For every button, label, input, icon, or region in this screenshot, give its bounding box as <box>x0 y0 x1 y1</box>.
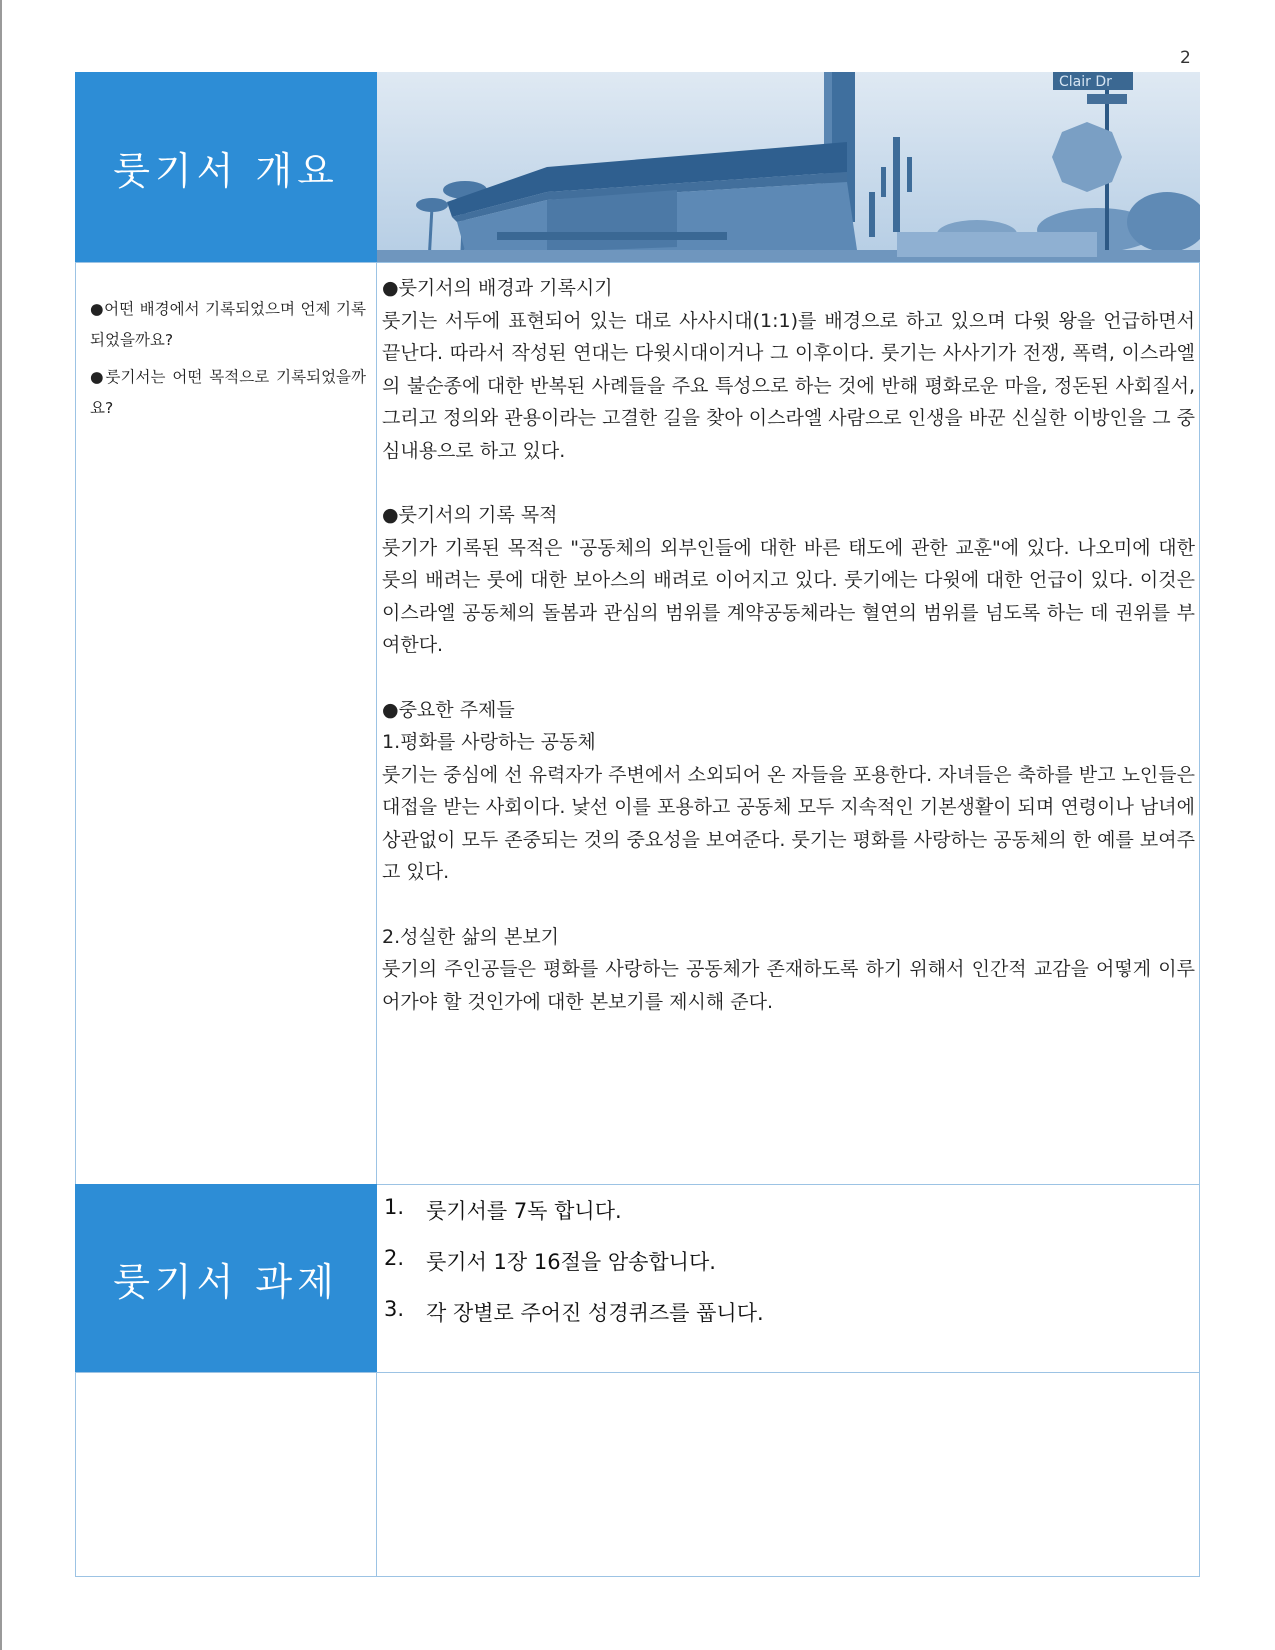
assignment-list <box>384 1195 1184 1348</box>
section-background <box>382 272 1195 467</box>
task-number: 2. <box>384 1246 405 1270</box>
task-number: 1. <box>384 1195 405 1219</box>
church-photo <box>377 72 1200 262</box>
task-item <box>384 1246 1184 1297</box>
task-text: 룻기서 1장 16절을 암송합니다. <box>426 1250 716 1274</box>
theme2-text: 룻기의 주인공들은 평화를 사랑하는 공동체가 존재하도록 하기 위해서 인간적 교감을 어떻게 이루어가야 할 것인가에 대한 본보기를 제시해 준다. <box>382 958 1195 1013</box>
overview-title-box <box>75 72 377 262</box>
task-number: 3. <box>384 1297 405 1321</box>
section-themes <box>382 694 1195 889</box>
question-purpose: ●룻기서는 어떤 목적으로 기록되었을까요? <box>90 368 366 417</box>
task-text: 룻기서를 7독 합니다. <box>426 1199 622 1223</box>
page-edge <box>0 0 2 1650</box>
theme1-title: 1.평화를 사랑하는 공동체 <box>382 731 596 753</box>
assignment-title-box <box>75 1184 377 1372</box>
overview-content <box>382 272 1195 1050</box>
background-text: 룻기는 서두에 표현되어 있는 대로 사사시대(1:1)를 배경으로 하고 있으며 다윗 왕을 언급하면서 끝난다. 따라서 작성된 연대는 다윗시대이거나 그 이후이다. 룻기는 사사기가 전쟁, 폭력, 이스라엘의 불순종에 대한 반복된 사례들을 주요 특성으로 하는 것에 반해 평화로운 마을, 정돈된 사회질서, 그리고 정의와 관용이라는 고결한 길을 찾아 이스라엘 사람으로 인생을 바꾼 신실한 이방인을 그 중심내용으로 하고 있다. <box>382 309 1195 462</box>
row-divider-3 <box>75 1372 1200 1373</box>
task-item <box>384 1297 1184 1348</box>
row-divider-1 <box>75 262 1200 263</box>
theme1-text: 룻기는 중심에 선 유력자가 주변에서 소외되어 온 자들을 포용한다. 자녀들은 축하를 받고 노인들은 대접을 받는 사회이다. 낯선 이를 포용하고 공동체 모두 지속적인 기본생활이 되며 연령이나 남녀에 상관없이 모두 존중되는 것의 중요성을 보여준다. 룻기는 평화를 사랑하는 공동체의 한 예를 보여주고 있다. <box>382 763 1195 883</box>
guiding-questions <box>90 294 366 430</box>
theme2-title: 2.성실한 삶의 본보기 <box>382 925 560 948</box>
purpose-heading: ●룻기서의 기록 목적 <box>382 504 558 526</box>
section-purpose <box>382 499 1195 662</box>
question-background: ●어떤 배경에서 기록되었으며 언제 기록되었을까요? <box>90 300 366 349</box>
task-item <box>384 1195 1184 1246</box>
purpose-text: 룻기가 기록된 목적은 "공동체의 외부인들에 대한 바른 태도에 관한 교훈"에 있다. 나오미에 대한 룻의 배려는 룻에 대한 보아스의 배려로 이어지고 있다. 룻기에는 다윗에 대한 언급이 있다. 이것은 이스라엘 공동체의 돌봄과 관심의 범위를 계약공동체라는 혈연의 범위를 넘도록 하는 데 권위를 부여한다. <box>382 536 1195 656</box>
street-sign-text: Clair Dr <box>1059 74 1112 90</box>
assignment-title: 룻기서 과제 <box>113 1259 339 1304</box>
overview-title: 룻기서 개요 <box>113 148 339 193</box>
task-text: 각 장별로 주어진 성경퀴즈를 풉니다. <box>426 1301 764 1325</box>
themes-heading: ●중요한 주제들 <box>382 698 515 721</box>
section-theme2 <box>382 921 1195 1019</box>
page-number: 2 <box>1180 48 1191 68</box>
background-heading: ●룻기서의 배경과 기록시기 <box>382 277 613 299</box>
